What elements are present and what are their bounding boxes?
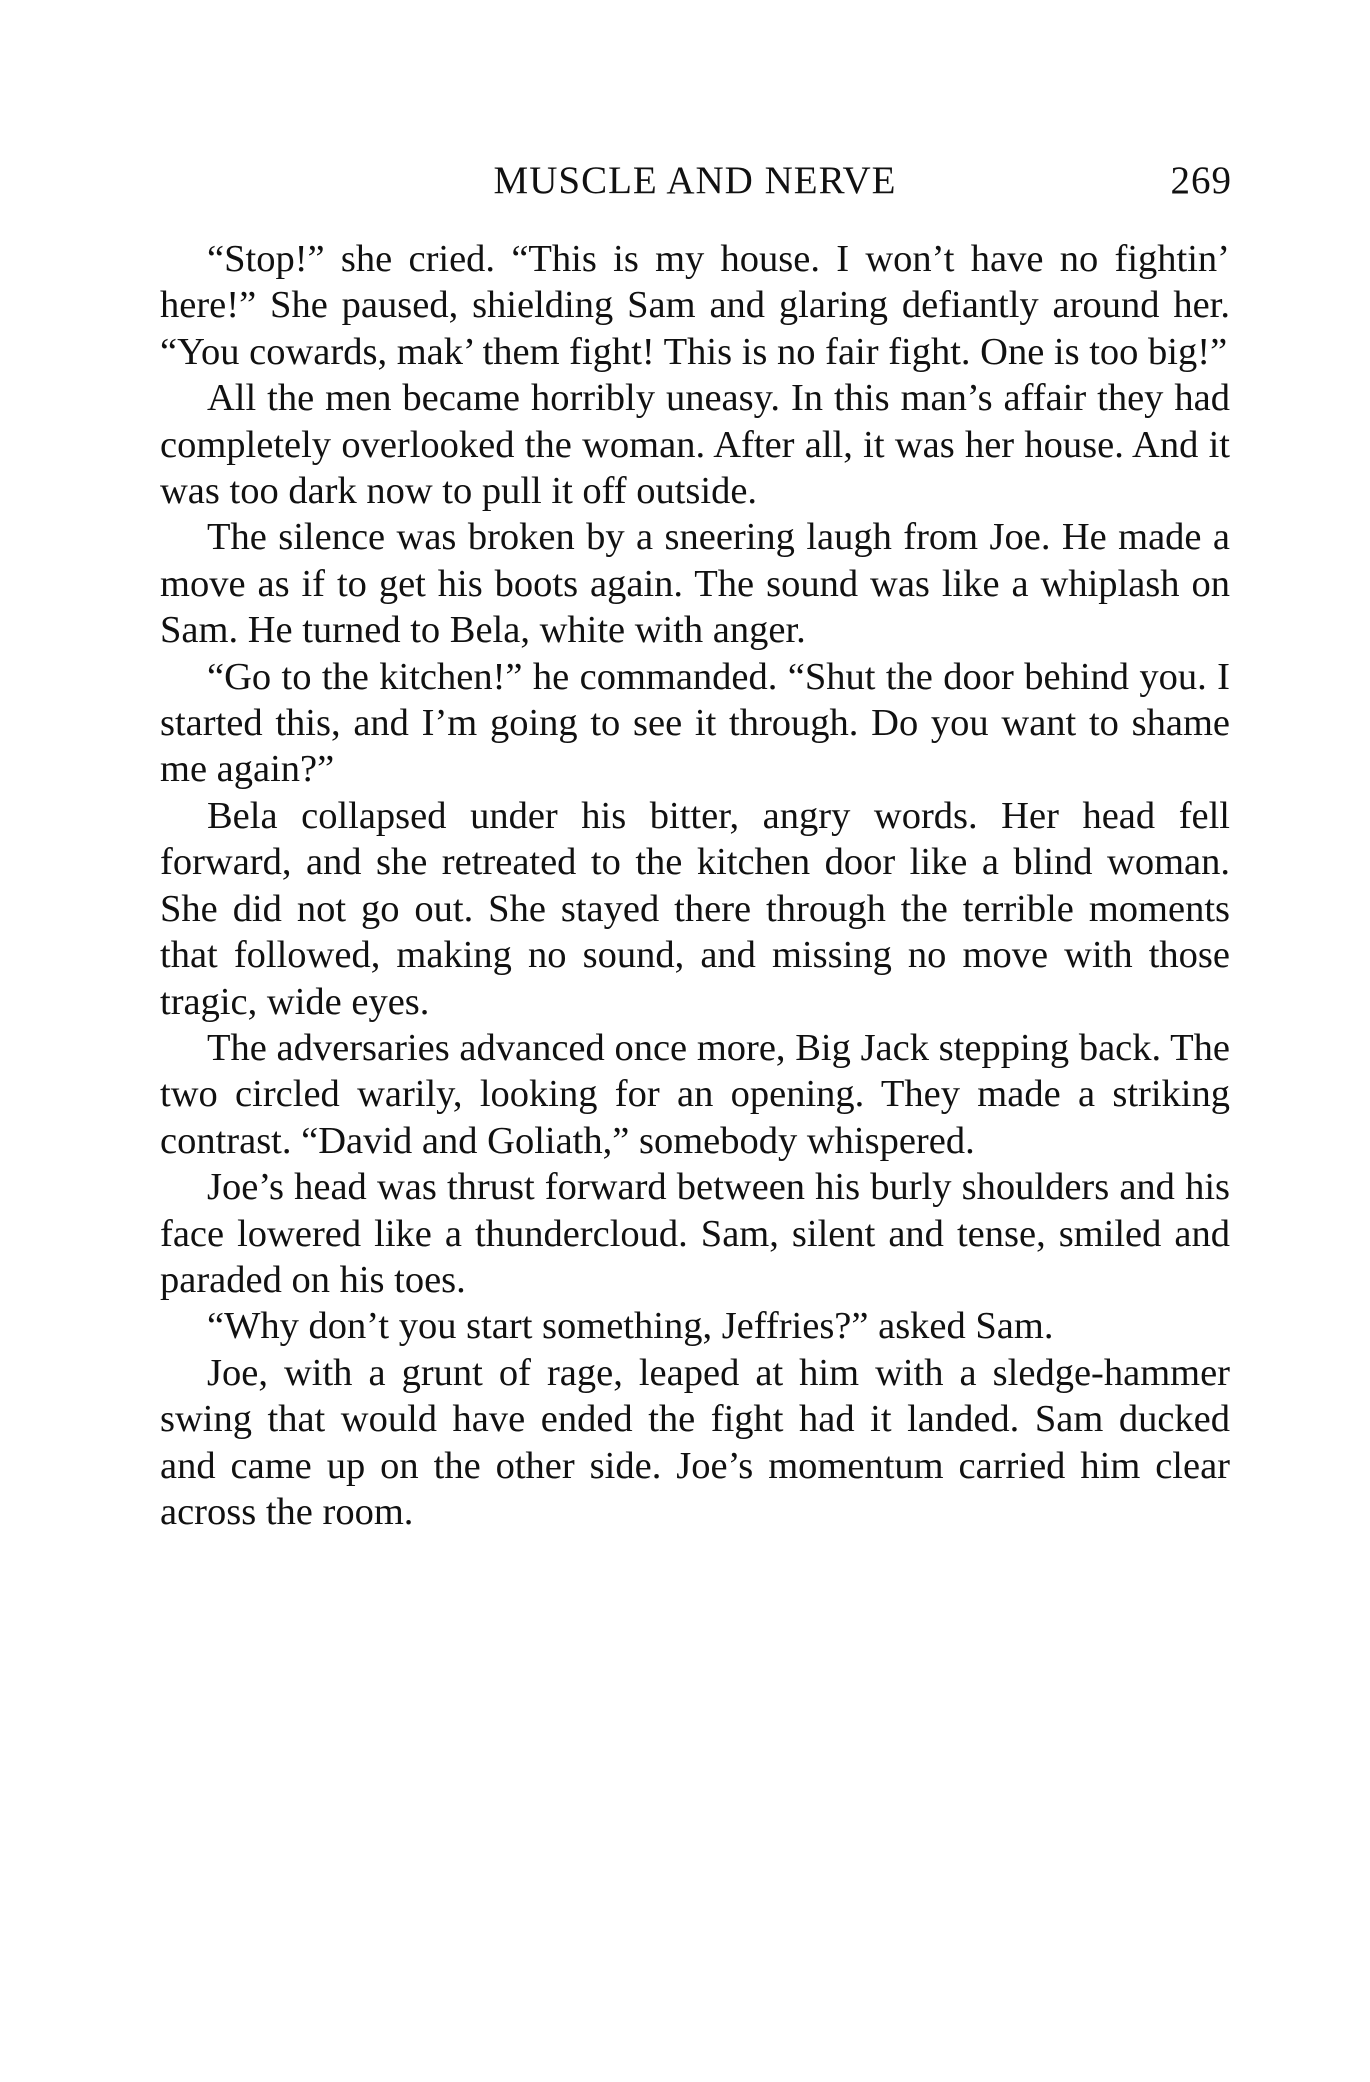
paragraph: Joe’s head was thrust forward between his burly shoulders and his face lowered like a thundercloud. Sam, silent and tense, smiled and paraded on his toes. [160,1166,1230,1301]
paragraph: “Why don’t you start something, Jeffries?” asked Sam. [207,1305,1054,1348]
running-title: MUSCLE AND NERVE [493,159,897,202]
paragraph: Joe, with a grunt of rage, leaped at him with a sledge-hammer swing that would have ended the fight had it landed. Sam ducked and came up on the other side. Joe’s momentum carried him clear across the room. [160,1351,1230,1533]
paragraph: The adversaries advanced once more, Big Jack stepping back. The two circled warily, looking for an opening. They made a striking contrast. “David and Goliath,” somebody whispered. [160,1026,1230,1162]
paragraph: “Stop!” she cried. “This is my house. I won’t have no fightin’ here!” She paused, shielding Sam and glaring defiantly around her. “You cowards, mak’ them fight! This is no fair fight. One is too big!” [160,238,1230,373]
page-number: 269 [1170,159,1232,202]
page-header [160,150,1230,216]
paragraph: All the men became horribly uneasy. In this man’s affair they had completely overlooked the woman. After all, it was her house. And it was too dark now to pull it off outside. [160,377,1230,513]
paragraph: “Go to the kitchen!” he commanded. “Shut the door behind you. I started this, and I’m going to see it through. Do you want to shame me again?” [160,655,1230,791]
book-page [160,150,1230,1535]
paragraph: Bela collapsed under his bitter, angry words. Her head fell forward, and she retreated to the kitchen door like a blind woman. She did not go out. She stayed there through the terrible moments that followed, making no sound, and missing no move with those tragic, wide eyes. [160,794,1230,1023]
paragraph: The silence was broken by a sneering laugh from Joe. He made a move as if to get his boots again. The sound was like a whiplash on Sam. He turned to Bela, white with anger. [160,516,1230,652]
body-text [160,236,1230,1535]
